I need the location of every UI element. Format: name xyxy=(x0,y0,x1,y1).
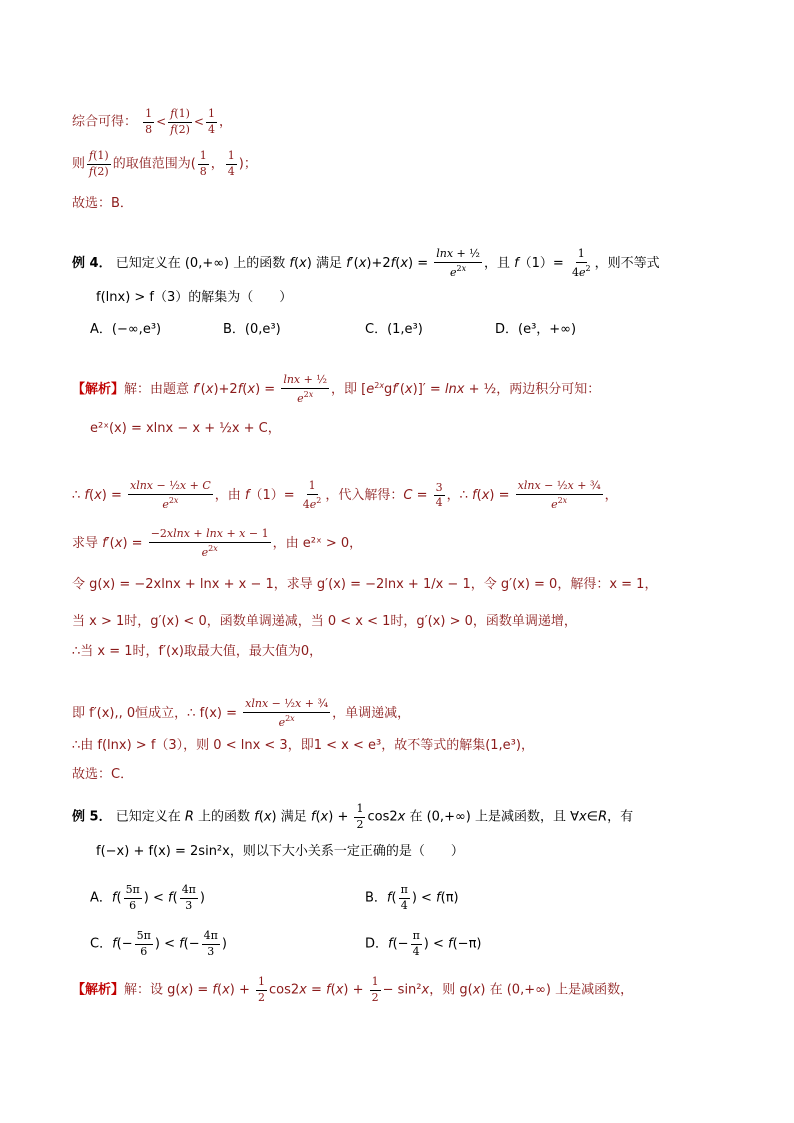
fraction: $\frac{\text{xlnx − ½x + ¾}}{e^{2x}}$ xyxy=(517,479,601,511)
fraction: $\frac{-2xlnx + \ln x + x - 1}{e^{2x}}$ xyxy=(150,527,269,559)
solution-line-4: 求导 f′(x) = $\frac{-2xlnx + \ln x + x - 1}{e^{2x}}$ ，由 e²ˣ > 0， xyxy=(72,527,363,559)
example-label: 例 4． xyxy=(72,256,112,272)
solution-line-6: 当 x > 1时，g′(x) < 0，函数单调递减，当 0 < x < 1时，g′(x) > 0，函数单调递增， xyxy=(72,614,577,629)
fraction: $\frac{\text{lnx + ½}}{e^{2x}}$ xyxy=(436,247,480,279)
fraction: $\frac{1}{2}$ xyxy=(356,802,364,831)
solution-line-8-tail: ，单调递减， xyxy=(332,706,411,722)
fraction: $\frac{3}{4}$ xyxy=(435,480,443,510)
example-5-stem: 例 5． 已知定义在 R 上的函数 f(x) 满足 f(x) + $\frac{1}{2}$ cos2x 在 (0,+∞) 上是减函数，且 ∀x∈R，有 xyxy=(72,802,634,831)
range-mid: 的取值范围为( xyxy=(112,156,196,172)
example-4-stem: 例 4． 已知定义在 (0,+∞) 上的函数 f(x) 满足 f′(x)+2f(x) = $\frac{\text{lnx + ½}}{e^{2x}}$ ，且 f（1）= $\frac{1}{4e^2}$ ，则不等式 xyxy=(72,247,660,279)
fraction: $\frac{1}{8}$ xyxy=(199,149,207,178)
solution-line-9: ∴由 f(lnx) > f（3），则 0 < lnx < 3，即1 < x < e³，故不等式的解集(1,e³)， xyxy=(72,738,534,753)
fraction: $\frac{\pi}{4}$ xyxy=(412,929,420,958)
option-c: C．f(− $\frac{5\pi}{6}$ ) < f(− $\frac{4\pi}{3}$ ) xyxy=(90,929,227,958)
solution-line-8 xyxy=(72,698,410,729)
solution-line-2: e²ˣ(x) = xlnx − x + ½x + C， xyxy=(90,421,281,436)
example-5-line2: f(−x) + f(x) = 2sin²x，则以下大小关系一定正确的是（ ） xyxy=(96,844,464,859)
option-b: B．(0,e³) xyxy=(223,322,281,337)
solution-answer: 故选：C． xyxy=(72,767,134,782)
range-pre: 则 xyxy=(72,156,86,172)
fraction: $\frac{1}{4}$ xyxy=(227,149,235,178)
solution-line-1: 【解析】解：由题意 f′(x)+2f(x) = $\frac{\text{lnx + ½}}{e^{2x}}$ ，即 $[e^{2x}gf'(x)]' = \ln x$ + ½，两边积分可知： xyxy=(72,373,601,405)
range-line xyxy=(72,150,257,178)
fraction: $\frac{\pi}{4}$ xyxy=(400,883,408,912)
example-4-line2: f(lnx) > f（3）的解集为（ ） xyxy=(96,290,293,305)
fraction: $\frac{f(1)}{f(2)}$ xyxy=(89,149,109,178)
conclusion-text: 综合可得： xyxy=(72,114,138,130)
fraction: $\frac{\text{xlnx − ½x + C}}{e^{2x}}$ xyxy=(130,479,211,511)
example-4-tail: ，则不等式 xyxy=(594,256,660,272)
fraction: $\frac{4\pi}{3}$ xyxy=(203,929,218,958)
example-5-solution: 【解析】解：设 g(x) = f(x) + $\frac{1}{2}$ cos2x = f(x) + $\frac{1}{2}$ − sin²x，则 g(x) 在 (0,+∞) 上是减函数， xyxy=(72,975,634,1004)
fraction: $\frac{1}{4e^2}$ xyxy=(571,247,591,279)
fraction: $\frac{5\pi}{6}$ xyxy=(136,929,151,958)
fraction: $\frac{f(1)}{f(2)}$ xyxy=(170,107,190,136)
fraction: $\frac{1}{2}$ xyxy=(258,975,266,1004)
solution-line-4-tail: ，由 e²ˣ > 0， xyxy=(272,536,363,552)
option-d: D．f(− $\frac{\pi}{4}$ ) < f(−π) xyxy=(365,929,482,958)
option-a: A．(−∞,e³) xyxy=(90,322,162,337)
solution-tag: 【解析】 xyxy=(72,982,125,998)
solution-line-5: 令 g(x) = −2xlnx + lnx + x − 1，求导 g′(x) = −2lnx + 1/x − 1，令 g′(x) = 0，解得：x = 1， xyxy=(72,577,658,592)
fraction: $\frac{1}{8}$ xyxy=(145,107,153,136)
option-a: A．f( $\frac{5\pi}{6}$ ) < f( $\frac{4\pi}{3}$ ) xyxy=(90,883,205,912)
fraction: $\frac{1}{2}$ xyxy=(371,975,379,1004)
fraction: $\frac{1}{4}$ xyxy=(207,107,215,136)
option-b: B．f( $\frac{\pi}{4}$ ) < f(π) xyxy=(365,883,459,912)
fraction: $\frac{4\pi}{3}$ xyxy=(181,883,196,912)
fraction: $\frac{\text{xlnx − ½x + ¾}}{e^{2x}}$ xyxy=(245,697,329,729)
range-close: )； xyxy=(238,156,257,172)
answer-line: 故选：B． xyxy=(72,196,133,211)
fraction: $\frac{1}{4e^2}$ xyxy=(302,479,322,511)
solution-line-8-head: 即 f′(x),, 0恒成立，∴ f(x) = xyxy=(72,706,242,722)
conclusion-line: 综合可得： $\frac{1}{8}$ < $\frac{f(1)}{f(2)}$ < $\frac{1}{4}$ ， xyxy=(72,107,232,136)
option-c: C．(1,e³) xyxy=(365,322,423,337)
example-label: 例 5． xyxy=(72,809,112,825)
fraction: $\frac{\text{lnx + ½}}{e^{2x}}$ xyxy=(283,373,327,405)
range-sep: ， xyxy=(210,156,224,172)
option-d: D．(e³，+∞) xyxy=(495,322,577,337)
solution-line-3: ∴ f(x) = $\frac{\text{xlnx − ½x + C}}{e^{2x}}$ ，由 f（1）= $\frac{1}{4e^2}$ ，代入解得：C = $\frac{3}{4}$ ，∴ f(x) = $\frac{\text{xlnx − ½x + ¾}}{e^{2x}}$ ， xyxy=(72,479,618,511)
solution-line-7: ∴当 x = 1时，f′(x)取最大值，最大值为0， xyxy=(72,644,323,659)
fraction: $\frac{5\pi}{6}$ xyxy=(125,883,140,912)
